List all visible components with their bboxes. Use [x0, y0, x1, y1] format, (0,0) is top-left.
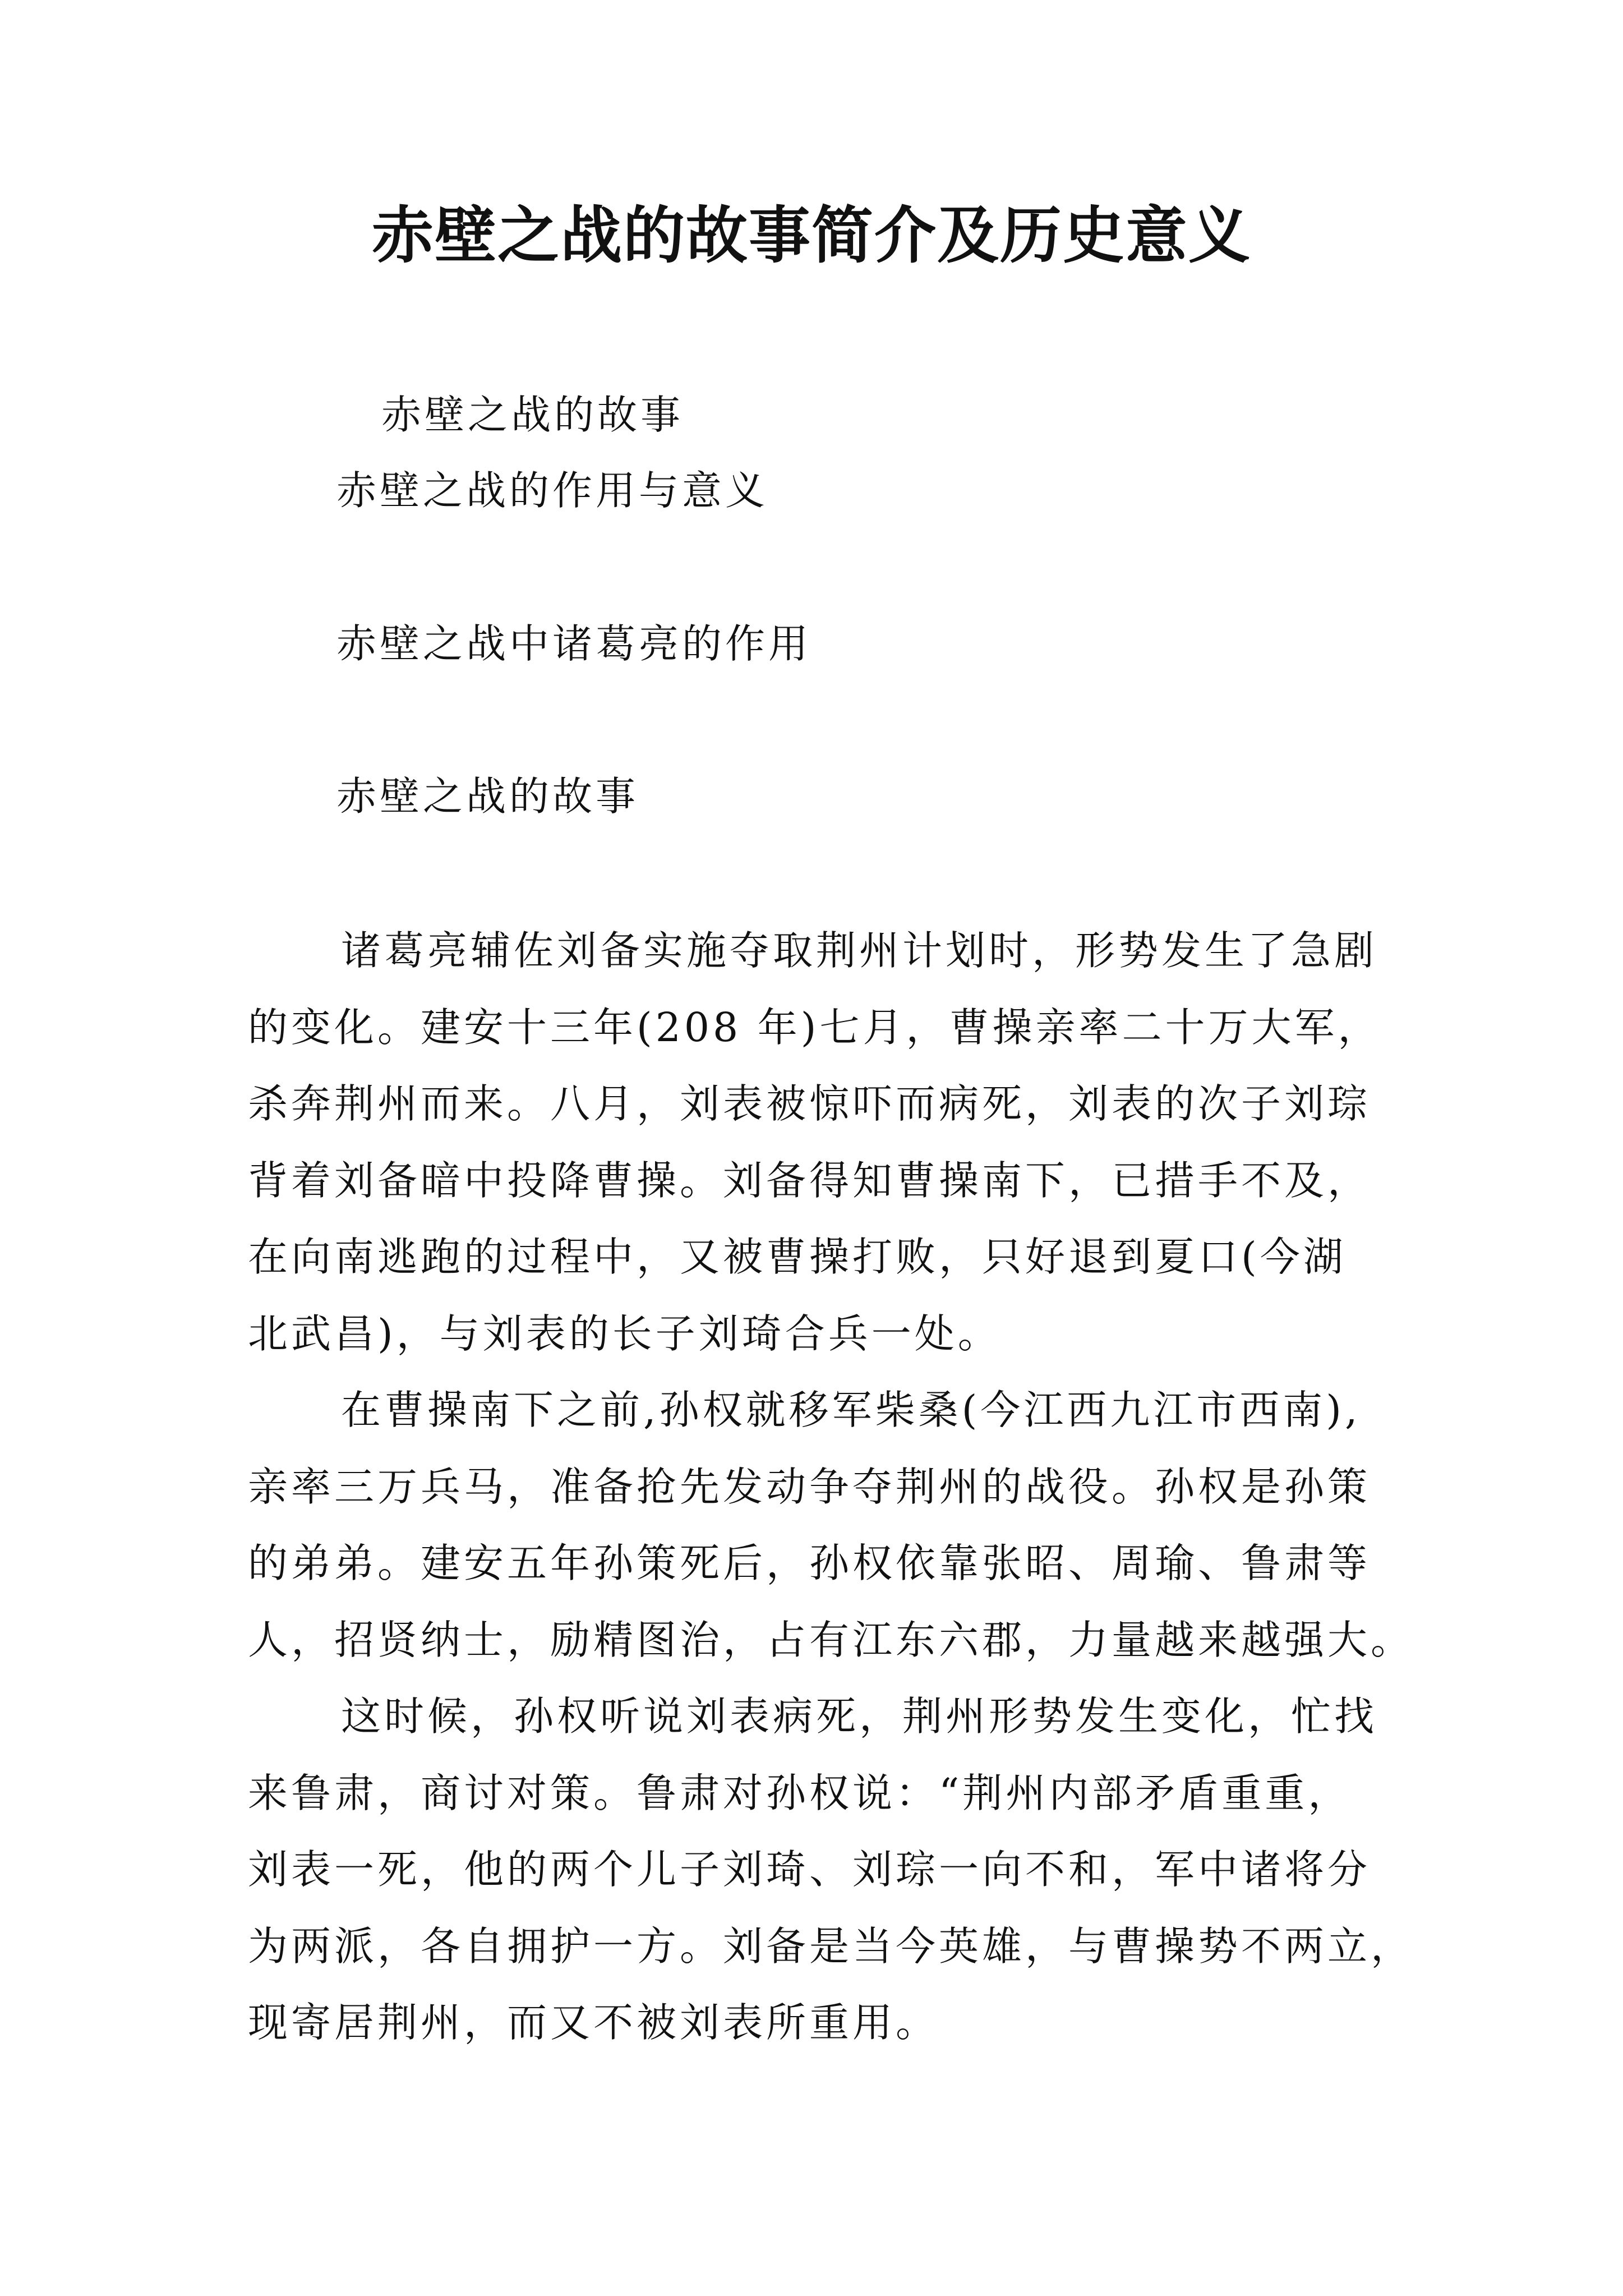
paragraph-line: 刘表一死，他的两个儿子刘琦、刘琮一向不和，军中诸将分: [248, 1846, 1371, 1893]
paragraph-line: 诸葛亮辅佐刘备实施夺取荆州计划时，形势发生了急剧: [341, 927, 1378, 974]
paragraph-line: 在曹操南下之前,孙权就移军柴桑(今江西九江市西南),: [341, 1387, 1361, 1433]
paragraph-line: 来鲁肃，商讨对策。鲁肃对孙权说：“荆州内部矛盾重重，: [248, 1770, 1352, 1816]
toc-item-story: 赤壁之战的故事: [381, 392, 684, 438]
paragraph-line: 亲率三万兵马，准备抢先发动争夺荆州的战役。孙权是孙策: [248, 1464, 1371, 1510]
paragraph-line: 的弟弟。建安五年孙策死后，孙权依靠张昭、周瑜、鲁肃等: [248, 1540, 1371, 1586]
section-heading: 赤壁之战的故事: [336, 773, 639, 820]
paragraph-line: 背着刘备暗中投降曹操。刘备得知曹操南下，已措手不及，: [248, 1157, 1371, 1204]
paragraph-line: 杀奔荆州而来。八月，刘表被惊吓而病死，刘表的次子刘琮: [248, 1080, 1371, 1127]
paragraph-line: 在向南逃跑的过程中，又被曹操打败，只好退到夏口(今湖: [248, 1234, 1347, 1280]
toc-item-significance: 赤壁之战的作用与意义: [336, 467, 769, 514]
paragraph-line: 为两派，各自拥护一方。刘备是当今英雄，与曹操势不两立，: [248, 1923, 1414, 1970]
paragraph-line: 的变化。建安十三年(208 年)七月，曹操亲率二十万大军，: [248, 1004, 1381, 1051]
paragraph-line: 这时候，孙权听说刘表病死，荆州形势发生变化，忙找: [341, 1693, 1378, 1740]
paragraph-line: 现寄居荆州，而又不被刘表所重用。: [248, 1999, 939, 2046]
paragraph-line: 人，招贤纳士，励精图治，占有江东六郡，力量越来越强大。: [248, 1617, 1414, 1663]
toc-item-zhuge-liang: 赤壁之战中诸葛亮的作用: [336, 620, 812, 667]
page-title: 赤壁之战的故事简介及历史意义: [372, 199, 1251, 272]
paragraph-line: 北武昌)，与刘表的长子刘琦合兵一处。: [248, 1310, 1001, 1357]
